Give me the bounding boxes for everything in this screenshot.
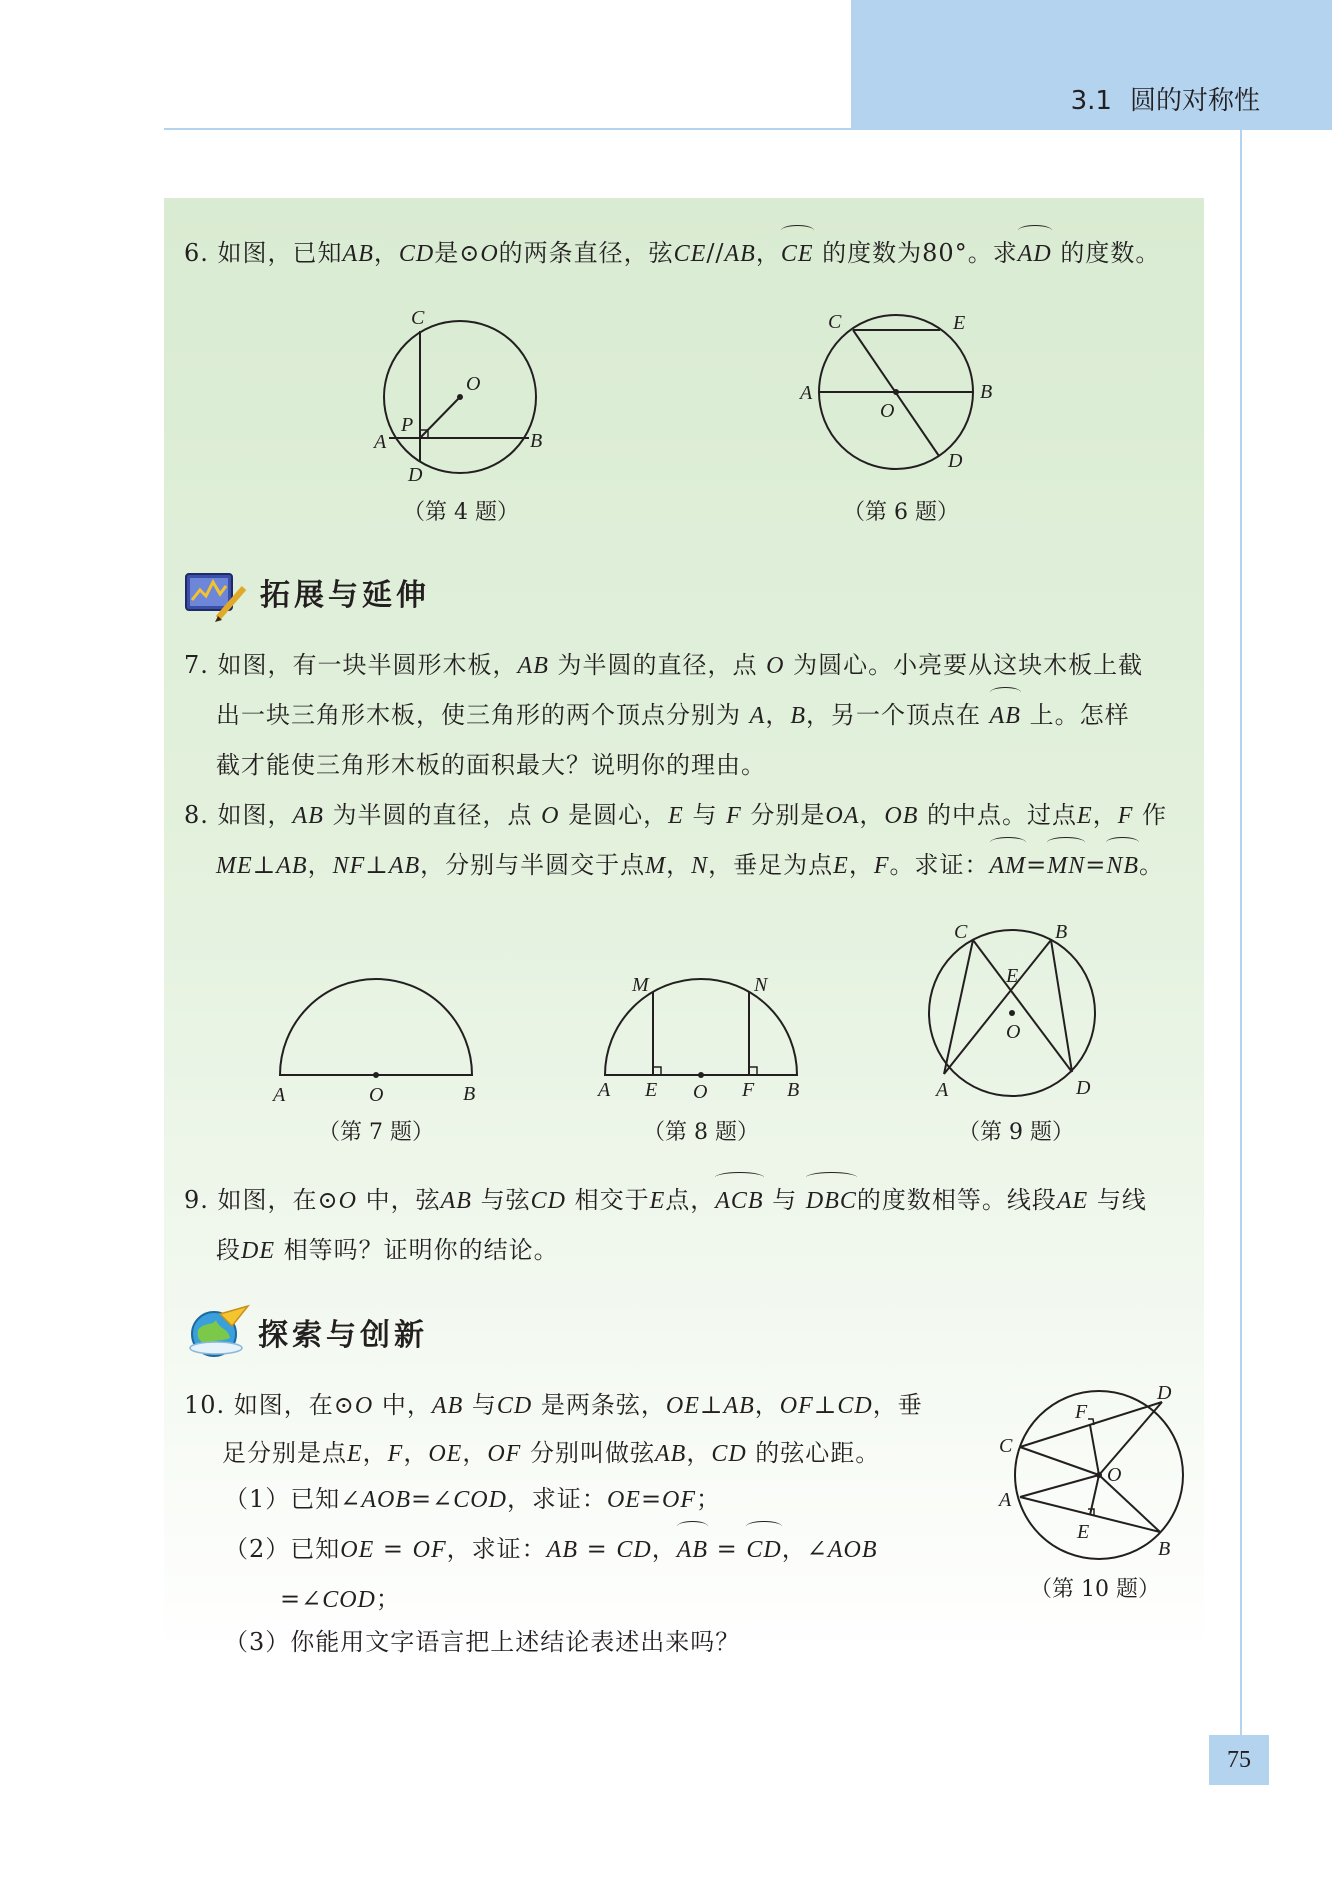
fig8-label-m: M [632, 974, 649, 996]
section-heading-explore: 探索与创新 [258, 1318, 428, 1353]
fig8-label-f: F [742, 1079, 755, 1101]
section-heading-extend: 拓展与延伸 [260, 578, 430, 613]
problem-10-part-2-cont: =∠COD； [280, 1585, 401, 1613]
section-number: 3.1 [1070, 86, 1112, 116]
figure-7-caption: （第 7 题） [318, 1120, 434, 1145]
arc-ab-10: AB [677, 1525, 708, 1575]
problem-8-line-1: 8. 如图，AB 为半圆的直径，点 O 是圆心，E 与 F 分别是OA，OB 的中点。过点E，F 作 [184, 801, 1168, 829]
fig10-label-c: C [999, 1435, 1013, 1457]
fig10-center-dot [1096, 1472, 1102, 1478]
fig10-chord-cd [1020, 1402, 1162, 1447]
fig10-segment-oc [1020, 1447, 1099, 1475]
fig10-segment-of [1090, 1425, 1099, 1475]
fig7-label-b: B [463, 1083, 476, 1105]
arc-ab: AB [990, 691, 1021, 741]
fig10-label-b: B [1158, 1538, 1171, 1560]
right-margin-rule [1240, 130, 1242, 1735]
figure-8-semicircle [590, 965, 815, 1105]
fig8-label-a: A [598, 1079, 611, 1101]
fig8-label-e: E [645, 1079, 658, 1101]
fig6-label-a: A [800, 382, 813, 404]
fig4-label-b: B [530, 430, 543, 452]
section-title: 圆的对称性 [1129, 86, 1260, 116]
fig4-center-dot [457, 394, 463, 400]
figure-10-circle [995, 1385, 1185, 1565]
fig8-label-o: O [693, 1081, 708, 1103]
fig10-label-e: E [1077, 1521, 1090, 1543]
section-header-title [1071, 80, 1260, 117]
fig6-label-b: B [980, 381, 993, 403]
chart-pencil-icon [182, 566, 252, 624]
arc-ad: AD [1018, 229, 1052, 279]
arc-nb: NB [1106, 841, 1139, 891]
fig10-label-a: A [999, 1489, 1012, 1511]
fig9-chord-ba [944, 940, 1051, 1074]
figure-9-caption: （第 9 题） [958, 1120, 1074, 1145]
problem-6: 6. 如图，已知AB，CD是⊙O的两条直径，弦CE//AB，CE 的度数为80°。求AD 的度数。 [184, 228, 1160, 279]
problem-10-part-2: （2）已知OE = OF，求证：AB = CD，AB = CD，∠AOB [224, 1524, 878, 1575]
figure-4-circle [360, 305, 550, 495]
arc-acb: ACB [715, 1176, 763, 1226]
fig6-label-e: E [953, 312, 966, 334]
fig4-label-p: P [401, 414, 414, 436]
fig8-right-angle-e [653, 1067, 661, 1075]
problem-7-line-2: 出一块三角形木板，使三角形的两个顶点分别为 A，B，另一个顶点在 AB 上。怎样 [216, 690, 1130, 741]
fig7-label-o: O [369, 1084, 384, 1105]
figure-6-caption: （第 6 题） [843, 500, 959, 525]
problem-10-part-1: （1）已知∠AOB=∠COD，求证：OE=OF； [224, 1485, 722, 1513]
problem-9-line-1: 9. 如图，在⊙O 中，弦AB 与弦CD 相交于E点，ACB 与 DBC的度数相等。线段AE 与线 [184, 1175, 1147, 1226]
arc-mn: MN [1047, 841, 1085, 891]
arc-am: AM [990, 841, 1027, 891]
problem-7-line-3: 截才能使三角形木板的面积最大？说明你的理由。 [216, 751, 766, 779]
figure-4-caption: （第 4 题） [403, 500, 519, 525]
figure-9-circle [920, 915, 1120, 1105]
fig9-label-b: B [1055, 921, 1068, 943]
problem-10-part-3: （3）你能用文字语言把上述结论表述出来吗？ [224, 1628, 741, 1656]
fig10-label-d: D [1157, 1385, 1172, 1404]
header-rule [164, 128, 854, 130]
fig9-label-e: E [1006, 965, 1019, 987]
fig9-chord-cd [973, 940, 1072, 1072]
problem-8-line-2: ME⊥AB，NF⊥AB，分别与半圆交于点M，N，垂足为点E，F。求证：AM=MN=NB。 [216, 840, 1164, 891]
fig8-label-b: B [787, 1079, 800, 1101]
fig9-label-o: O [1006, 1021, 1021, 1043]
arc-cd-10: CD [746, 1525, 781, 1575]
fig6-label-c: C [828, 311, 842, 333]
problem-10-line-2: 足分别是点E，F，OE，OF 分别叫做弦AB，CD 的弦心距。 [222, 1439, 881, 1467]
fig4-label-o: O [466, 373, 481, 395]
globe-plane-icon [184, 1302, 252, 1358]
fig4-label-d: D [408, 464, 423, 486]
problem-7-line-1: 7. 如图，有一块半圆形木板，AB 为半圆的直径，点 O 为圆心。小亮要从这块木板上截 [184, 651, 1144, 679]
figure-6-circle [790, 310, 1010, 480]
fig9-center-dot [1009, 1010, 1015, 1016]
fig10-label-f: F [1075, 1401, 1088, 1423]
fig9-label-a: A [936, 1079, 949, 1101]
fig8-right-angle-f [749, 1067, 757, 1075]
arc-dbc: DBC [806, 1176, 857, 1226]
fig8-label-n: N [754, 974, 768, 996]
fig6-label-d: D [948, 450, 963, 472]
problem-9-line-2: 段DE 相等吗？证明你的结论。 [216, 1236, 559, 1264]
problem-10-line-1: 10. 如图，在⊙O 中，AB 与CD 是两条弦，OE⊥AB，OF⊥CD，垂 [184, 1391, 923, 1419]
figure-8-caption: （第 8 题） [643, 1120, 759, 1145]
header-tab [851, 0, 1332, 130]
fig9-chord-bd [1051, 940, 1072, 1072]
fig9-label-d: D [1076, 1077, 1091, 1099]
fig7-semicircle [280, 979, 472, 1075]
fig6-label-o: O [880, 400, 895, 422]
fig10-label-o: O [1107, 1464, 1122, 1486]
fig4-label-a: A [374, 431, 387, 453]
figure-10-caption: （第 10 题） [1030, 1577, 1160, 1602]
fig7-center-dot [373, 1072, 379, 1078]
figure-7-semicircle [265, 970, 490, 1105]
fig9-label-c: C [954, 921, 968, 943]
fig8-center-dot [698, 1072, 704, 1078]
fig4-label-c: C [411, 307, 425, 329]
fig4-segment-op [420, 397, 460, 438]
arc-ce: CE [781, 229, 814, 279]
fig7-label-a: A [273, 1084, 286, 1105]
fig6-center-dot [893, 389, 899, 395]
fig10-segment-oa [1020, 1475, 1099, 1497]
page-number: 75 [1209, 1735, 1269, 1785]
